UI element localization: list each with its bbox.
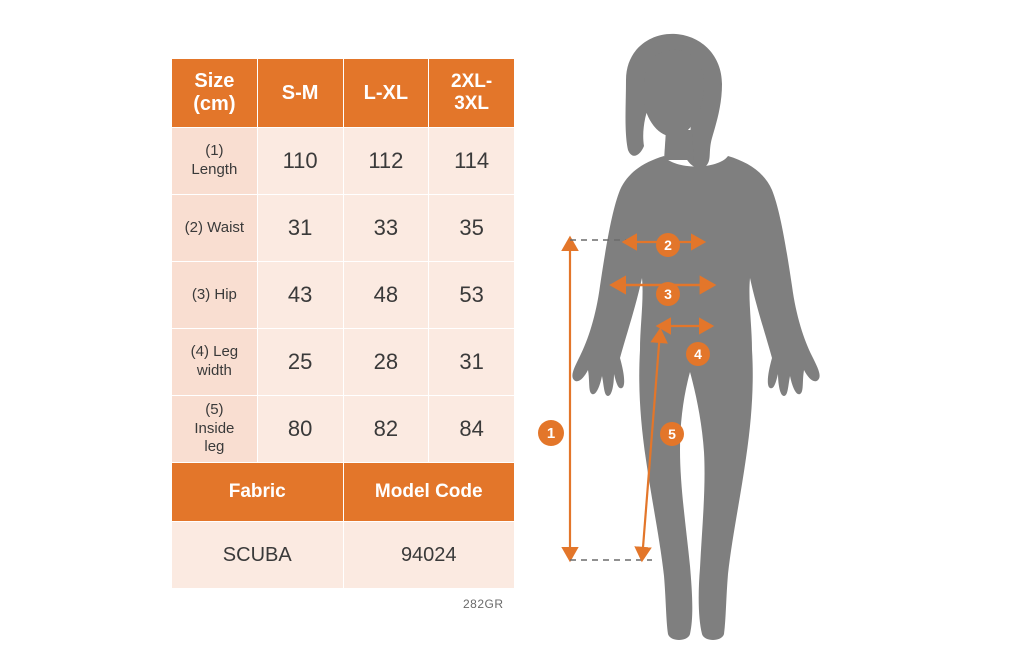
badge-3: 3 [656, 282, 680, 306]
row-label-leg-width-line1: (4) Leg [190, 343, 239, 361]
row-label-leg-width [172, 329, 258, 396]
cell-hip-sm: 43 [257, 262, 343, 329]
header-size-line2: (cm) [193, 93, 236, 115]
table-header [172, 59, 515, 128]
row-label-inside-leg-line1: (5) [205, 400, 224, 418]
measurement-figure [540, 20, 1010, 650]
row-label-hip [172, 262, 258, 329]
female-silhouette-icon [572, 34, 819, 640]
cell-hip-2xl3xl: 53 [429, 262, 515, 329]
row-label-inside-leg-line2: Inside [194, 419, 235, 437]
table-row [172, 396, 515, 463]
header-2xl-line1: 2XL- [451, 71, 493, 93]
cell-length-lxl: 112 [343, 128, 429, 195]
badge-2: 2 [656, 233, 680, 257]
header-l-xl: L-XL [343, 59, 429, 128]
table-footer-header-row [172, 463, 515, 522]
cell-inside-leg-2xl3xl: 84 [429, 396, 515, 463]
header-size-line1: Size [194, 70, 235, 92]
badge-1: 1 [538, 420, 564, 446]
header-2xl-3xl [429, 59, 515, 128]
row-label-length [172, 128, 258, 195]
row-label-waist-line1: (2) Waist [184, 218, 245, 236]
cell-length-2xl3xl: 114 [429, 128, 515, 195]
table-row [172, 128, 515, 195]
footer-header-fabric: Fabric [172, 463, 344, 522]
cell-hip-lxl: 48 [343, 262, 429, 329]
table-row [172, 329, 515, 396]
row-label-inside-leg [172, 396, 258, 463]
cell-length-sm: 110 [257, 128, 343, 195]
cell-inside-leg-lxl: 82 [343, 396, 429, 463]
cell-leg-width-2xl3xl: 31 [429, 329, 515, 396]
row-label-waist [172, 195, 258, 262]
badge-4: 4 [686, 342, 710, 366]
fabric-weight-note: 282GR [463, 597, 504, 611]
footer-header-model-code: Model Code [343, 463, 515, 522]
cell-waist-2xl3xl: 35 [429, 195, 515, 262]
header-s-m: S-M [257, 59, 343, 128]
size-table [171, 58, 515, 589]
row-label-length-line2: Length [191, 161, 238, 178]
cell-leg-width-lxl: 28 [343, 329, 429, 396]
badge-5: 5 [660, 422, 684, 446]
figure-svg [540, 20, 1010, 650]
row-label-inside-leg-line3: leg [204, 438, 225, 456]
row-label-leg-width-line2: width [196, 362, 232, 379]
row-label-hip-line1: (3) Hip [191, 285, 237, 303]
cell-waist-lxl: 33 [343, 195, 429, 262]
row-label-length-line1: (1) [205, 142, 224, 160]
header-size-cm [172, 59, 258, 128]
footer-value-model-code: 94024 [343, 522, 515, 589]
cell-inside-leg-sm: 80 [257, 396, 343, 463]
table-body [172, 128, 515, 589]
cell-leg-width-sm: 25 [257, 329, 343, 396]
table-row [172, 195, 515, 262]
footer-value-fabric: SCUBA [172, 522, 344, 589]
header-2xl-line2: 3XL [454, 93, 490, 114]
table-footer-value-row [172, 522, 515, 589]
cell-waist-sm: 31 [257, 195, 343, 262]
table-header-row [172, 59, 515, 128]
table-row [172, 262, 515, 329]
